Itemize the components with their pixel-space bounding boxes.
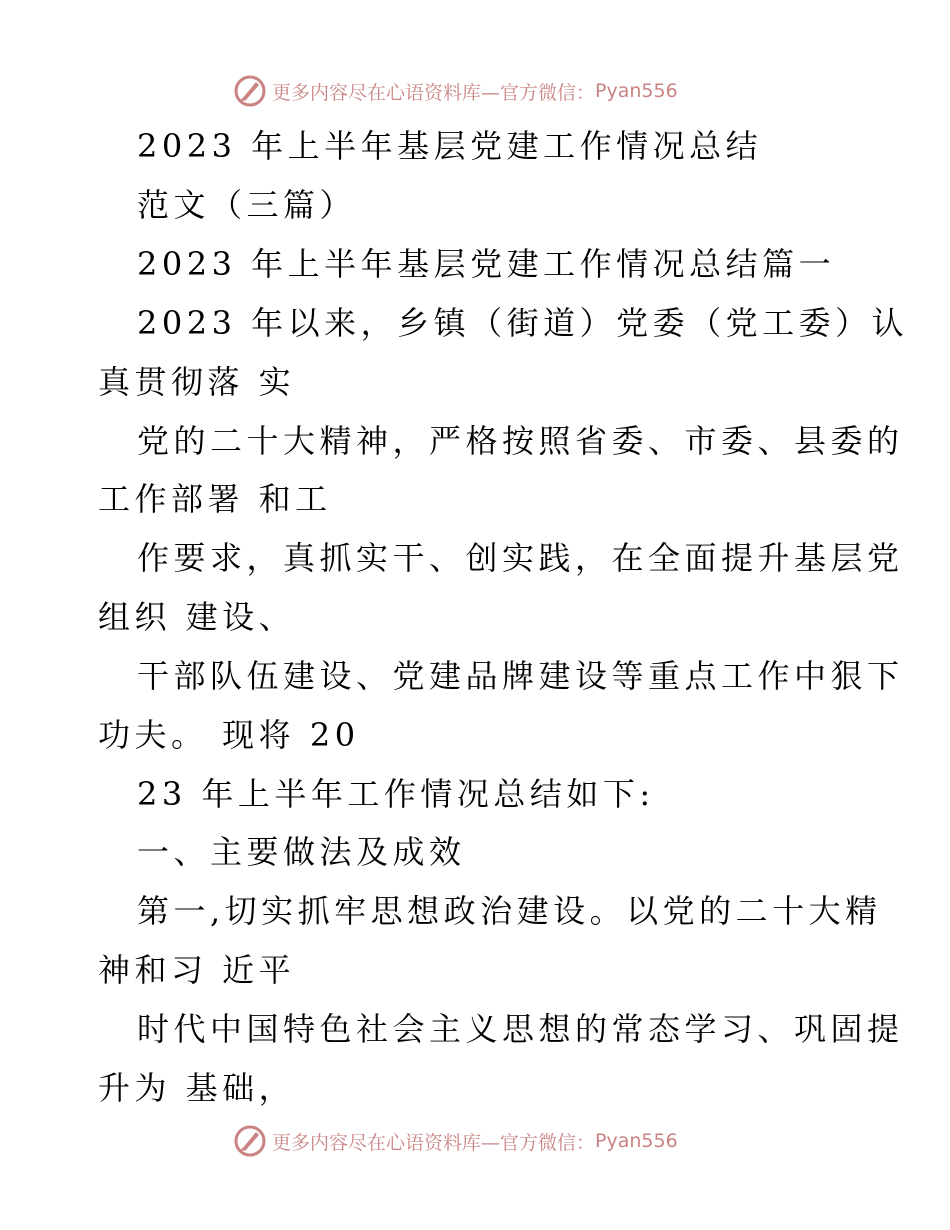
paragraph-line: 23 年上半年工作情况总结如下: xyxy=(137,775,655,813)
paragraph-line: 工作部署 和工 xyxy=(98,480,332,518)
title-line-1: 2023 年上半年基层党建工作情况总结 xyxy=(137,127,763,165)
paragraph-line: 时代中国特色社会主义思想的常态学习、巩固提 xyxy=(137,1010,904,1048)
section-heading: 2023 年上半年基层党建工作情况总结篇一 xyxy=(137,245,836,283)
paragraph-line: 功夫。 现将 20 xyxy=(98,716,360,754)
paragraph-line: 神和习 近平 xyxy=(98,951,296,989)
quill-logo-icon xyxy=(232,73,268,109)
paragraph-line: 干部队伍建设、党建品牌建设等重点工作中狠下 xyxy=(137,657,904,695)
subsection-heading: 一、主要做法及成效 xyxy=(137,833,466,871)
header-watermark xyxy=(232,71,678,111)
paragraph-line: 2023 年以来，乡镇（街道）党委（党工委）认 xyxy=(137,304,909,342)
paragraph-line: 升为 基础， xyxy=(98,1069,296,1107)
watermark-handle: Pyan556 xyxy=(595,80,678,102)
quill-logo-icon xyxy=(232,1123,268,1159)
watermark-handle: Pyan556 xyxy=(595,1130,678,1152)
paragraph-line: 第一,切实抓牢思想政治建设。以党的二十大精 xyxy=(137,892,882,930)
paragraph-line: 党的二十大精神，严格按照省委、市委、县委的 xyxy=(137,422,904,460)
paragraph-line: 真贯彻落 实 xyxy=(98,363,296,401)
watermark-text: 更多内容尽在心语资料库—官方微信： xyxy=(272,1131,596,1154)
paragraph-line: 作要求，真抓实干、创实践，在全面提升基层党 xyxy=(137,539,904,577)
title-line-2: 范文（三篇） xyxy=(137,186,357,224)
footer-watermark xyxy=(232,1121,678,1161)
paragraph-line: 组织 建设、 xyxy=(98,598,296,636)
watermark-text: 更多内容尽在心语资料库—官方微信： xyxy=(272,81,596,104)
